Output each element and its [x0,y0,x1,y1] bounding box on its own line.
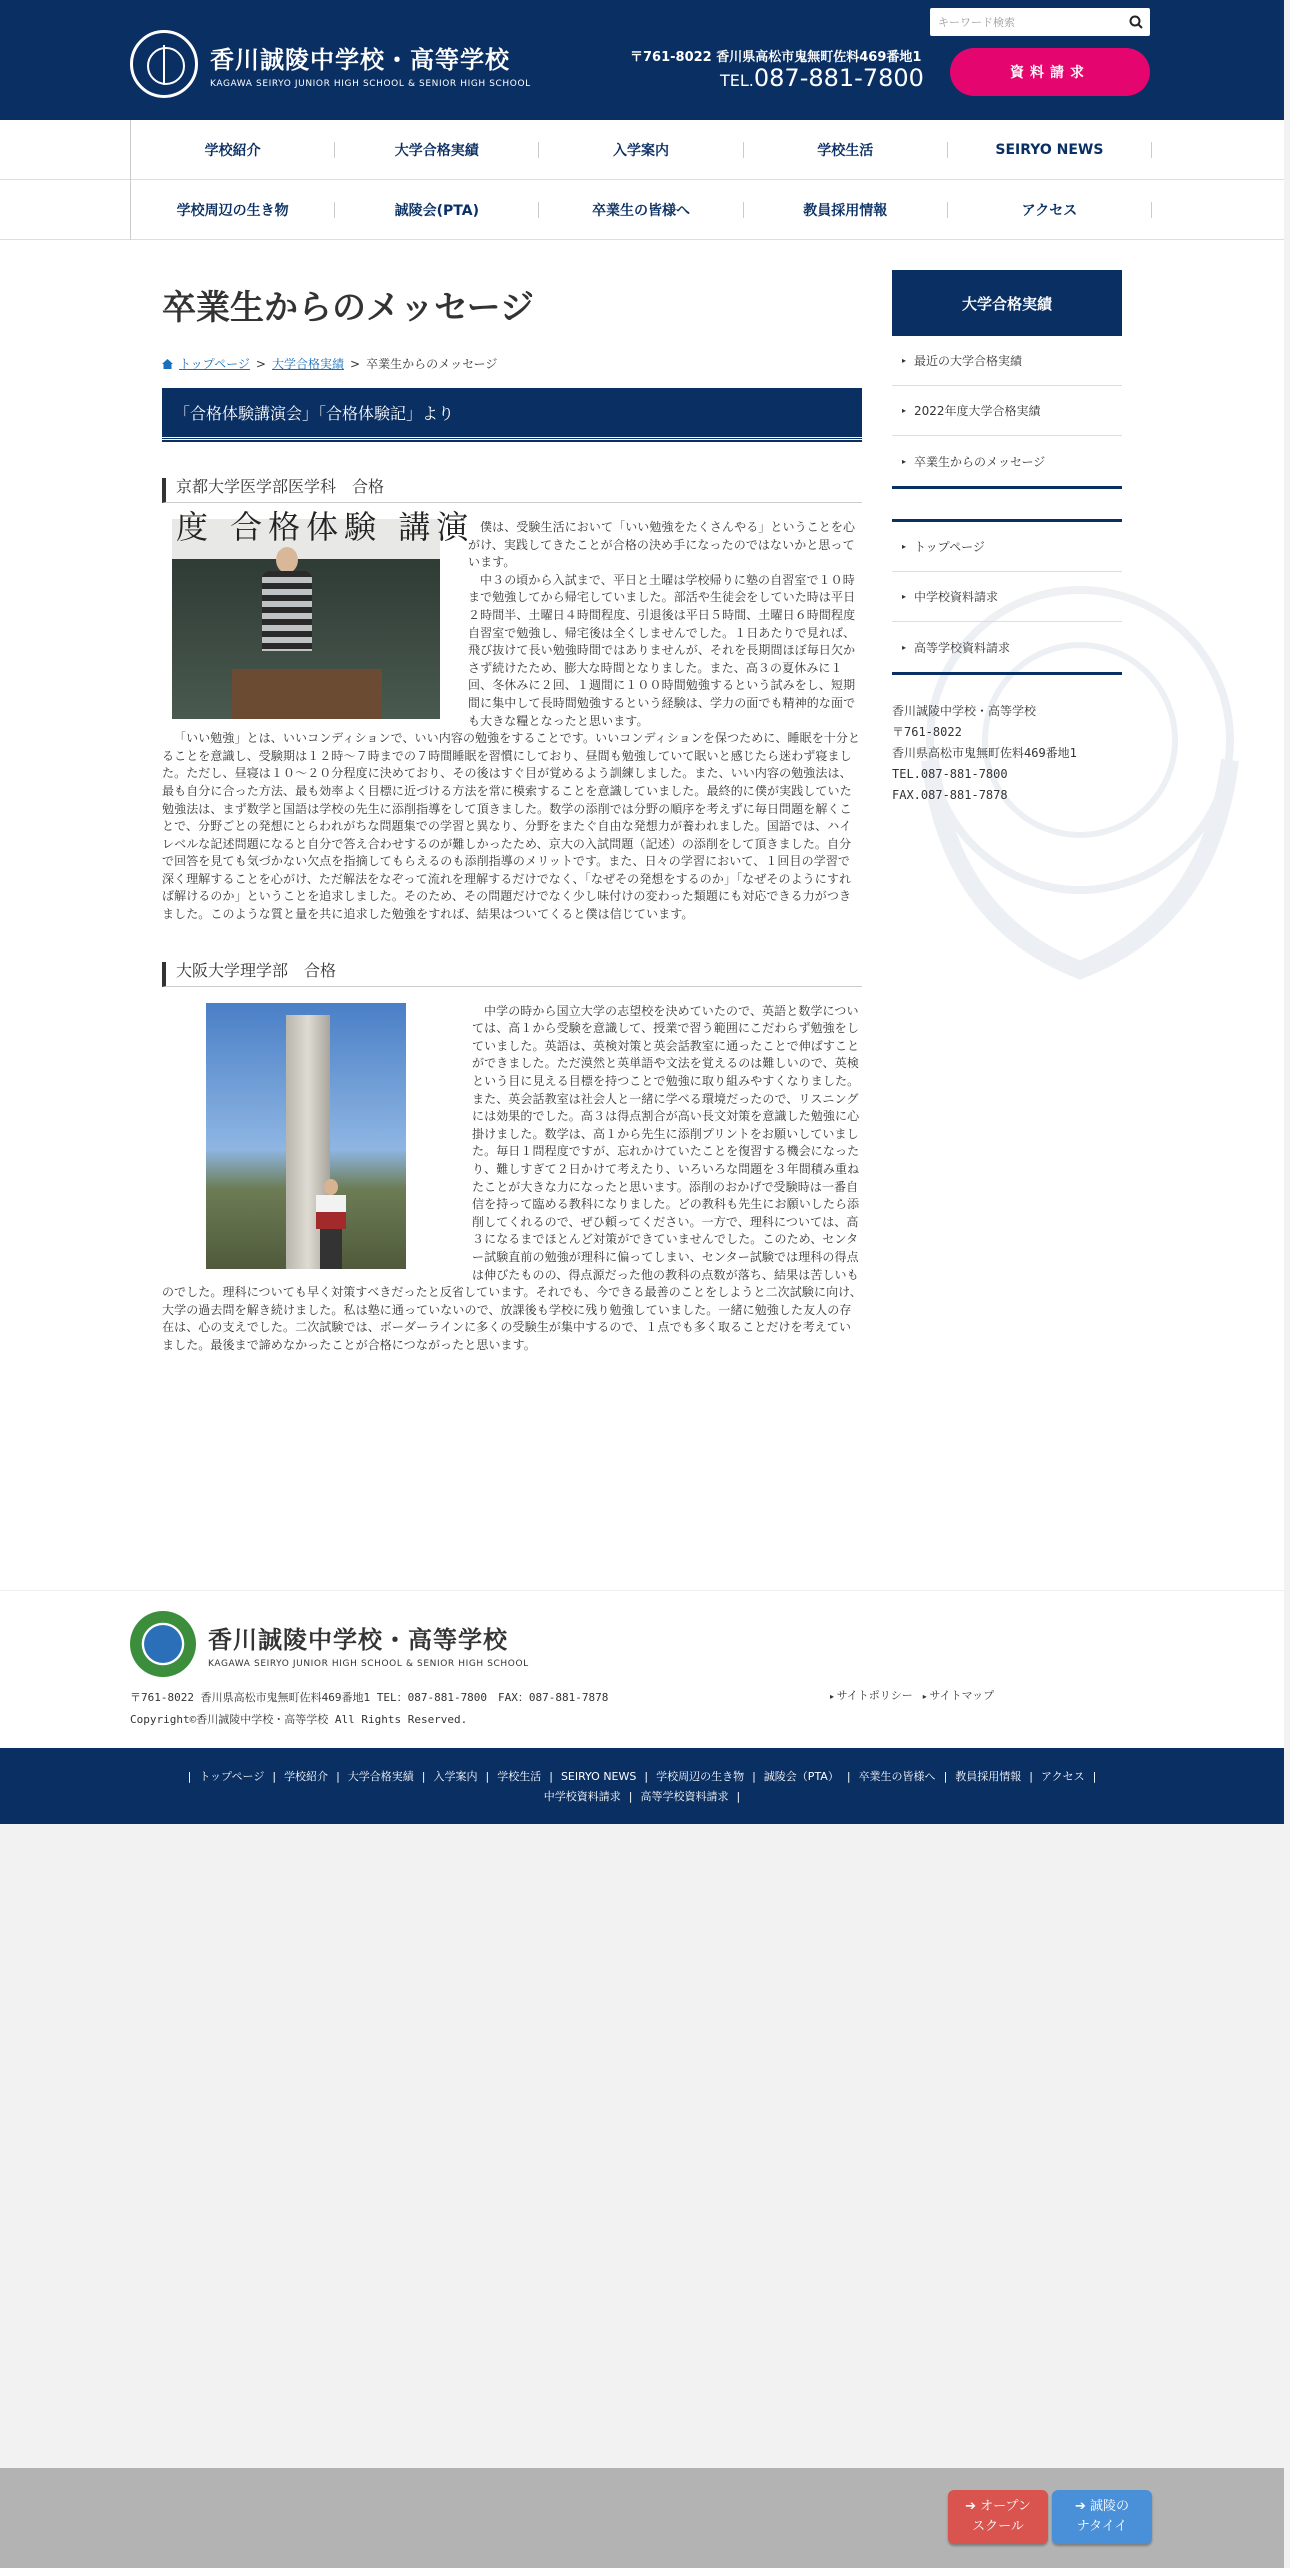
footer-link-sitemap[interactable]: ▸ サイトマップ [923,1687,994,1703]
address-line: 香川県高松市鬼無町佐料469番地1 [892,746,1077,760]
address-line: TEL.087-881-7800 [892,767,1008,781]
footer-nav-item[interactable]: 大学合格実績 [347,1770,414,1783]
main-content [162,280,862,1355]
nav-item-wildlife[interactable]: 学校周辺の生き物 [131,202,335,218]
arrow-circle-icon: ➔ [1074,2499,1090,2514]
site-footer [0,1590,1284,1748]
sidebar-address [892,701,1122,806]
footer-nav-item[interactable]: 誠陵会（PTA） [763,1770,839,1783]
sidebar [892,270,1122,806]
sub-nav [0,180,1284,240]
nav-item-pta[interactable]: 誠陵会(PTA) [335,202,539,218]
nav-item-alumni[interactable]: 卒業生の皆様へ [539,202,743,218]
article-osaka [162,1003,862,1355]
sidebar-heading: 大学合格実績 [892,270,1122,336]
site-header [0,0,1284,120]
section-heading: 「合格体験講演会」「合格体験記」より [162,388,862,440]
search-icon[interactable] [1122,8,1150,36]
breadcrumb [162,355,862,372]
photo-board-text: 度 合格体験 講演 [172,519,440,559]
school-name: 香川誠陵中学校・高等学校 [210,45,510,74]
footer-nav-item[interactable]: 中学校資料請求 [543,1790,621,1803]
article-paragraph: 僕は、受験生活において「いい勉強をたくさんやる」ということを心がけ、実践してきたことが合格の決め手になったのではないかと思っています。 [468,520,856,570]
footer-nav-row: | トップページ | 学校紹介 | 大学合格実績 | 入学案内 | 学校生活 | SEIRYO NEWS | 学校周辺の生き物 | 誠陵会（PTA） | 卒業生の皆様へ | 教員採用情報 | アクセス | [187,1770,1097,1783]
sidebar-menu [892,336,1122,489]
sidebar-link-top[interactable]: ▸ トップページ [892,522,1122,572]
nav-item-results[interactable]: 大学合格実績 [335,142,539,158]
fab-label: ナタイイ [1076,2519,1128,2534]
site-logo[interactable] [130,30,531,98]
footer-school-name: 香川誠陵中学校・高等学校 [208,1625,508,1654]
article-kyoto [162,508,862,924]
school-emblem-icon [130,1611,196,1677]
footer-nav-item[interactable]: 卒業生の皆様へ [858,1770,936,1783]
footer-nav-item[interactable]: 学校紹介 [284,1770,329,1783]
footer-logo[interactable] [130,1611,529,1677]
sidebar-link-junior-request[interactable]: ▸ 中学校資料請求 [892,572,1122,622]
sidebar-item-recent-results[interactable]: ▸ 最近の大学合格実績 [892,336,1122,386]
breadcrumb-current: 卒業生からのメッセージ [366,357,498,371]
sidebar-item-2022-results[interactable]: ▸ 2022年度大学合格実績 [892,386,1122,436]
naty-button[interactable] [1052,2490,1152,2544]
nav-item-about[interactable]: 学校紹介 [131,142,335,158]
footer-school-name-en: KAGAWA SEIRYO JUNIOR HIGH SCHOOL & SENIOR HIGH SCHOOL [208,1658,529,1669]
fab-label: 誠陵の [1090,2499,1130,2514]
article-paragraph: 中学の時から国立大学の志望校を決めていたので、英語と数学については、高１から受験を意識して、授業で習う範囲にこだわらず勉強をしていました。英語は、英検対策と英会話教室に通ったことで伸ばすことができました。ただ漠然と英単語や文法を覚えるのは難しいので、英検という目に見える目標を持つことで勉強に取り組みやすくなりました。また、英会話教室は社会人と一緒に学べる環境だったので、リスニングには効果的でした。高３は得点割合が高い長文対策を意識した勉強に心掛けました。数学は、高１から先生に添削プリントをお願いしていました。毎日１問程度ですが、忘れかけていたことを復習する機会になったり、難しすぎて２日かけて考えたり、いろいろな問題を３年間積み重ねたことが大きな力になったと思います。添削のおかげで受験時は一番自信を持って臨める教科になりました。どの教科も先生にお願いしたら添削してくれるので、ぜひ頼ってください。一方で、理科については、高３になるまでほとんど対策ができていませんでした。このため、センター試験直前の勉強が理科に偏ってしまい、センター試験では理科の得点は伸びたものの、得点源だった他の教科の点数が落ち、結果は苦しいものでした。理科についても早く対策すべきだったと反省しています。それでも、今できる最善のことをしようと二次試験に向け、大学の過去問を解き続けました。私は塾に通っていないので、放課後も学校に残り勉強していました。一緒に勉強した友人の存在は、心の支えでした。二次試験では、ボーダーラインに多くの受験生が集中するので、１点でも多く取ることだけを考えていました。最後まで諦めなかったことが合格につながったと思います。 [162,1003,862,1352]
address-line: FAX.087-881-7878 [892,788,1008,802]
search-input[interactable]: キーワード検索 [938,16,1015,29]
nav-item-access[interactable]: アクセス [948,202,1152,218]
tel-prefix: TEL. [720,71,754,90]
footer-nav-item[interactable]: 高等学校資料請求 [640,1790,729,1803]
fab-label: オープン [980,2499,1031,2514]
footer-link-policy[interactable]: ▸ サイトポリシー [830,1687,913,1703]
footer-nav-row: 中学校資料請求 | 高等学校資料請求 | [0,1788,1284,1804]
sidebar-link-senior-request[interactable]: ▸ 高等学校資料請求 [892,622,1122,672]
main-nav [0,120,1284,180]
footer-nav-item[interactable]: 学校生活 [497,1770,542,1783]
sidebar-item-messages[interactable]: ▸ 卒業生からのメッセージ [892,436,1122,486]
footer-address: 〒761-8022 香川県高松市鬼無町佐料469番地1 TEL：087-881-7800 FAX：087-881-7878 [130,1691,609,1704]
footer-nav-item[interactable]: アクセス [1041,1770,1085,1783]
page-title: 卒業生からのメッセージ [162,288,534,328]
breadcrumb-home[interactable]: トップページ [179,357,250,371]
school-emblem-icon [130,30,198,98]
nav-item-admission[interactable]: 入学案内 [539,142,743,158]
footer-nav-item[interactable]: 教員採用情報 [955,1770,1022,1783]
tel-number: 087-881-7800 [753,64,924,92]
breadcrumb-separator: > [255,356,266,371]
article-paragraph: 「いい勉強」とは、いいコンディションで、いい内容の勉強をすることです。いいコンディションを保つために、睡眠を十分とることを意識し、受験期は１２時～７時までの７時間睡眠を習慣にしており、昼間も勉強していて眠いと感じたら迷わず寝ました。ただし、昼寝は１０～２０分程度に決めており、その後はすぐ目が覚めるよう訓練しました。また、いい内容の勉強法は、最も自分に合った方法、最も効率よく目標に近づける方法を常に模索することを意識していました。最終的に僕が実践していた勉強法は、まず数学と国語は学校の先生に添削指導をして頂きました。数学の添削では分野の順序を考えずに毎日問題を解くことで、分野ごとの発想にとらわれがちな問題集での学習と異なり、分野をまたぐ自由な発想力が養われました。国語では、ハイレベルな記述問題になると自分で答え合わせするのが難しかったため、京大の入試問題（記述）の添削をして頂きました。自分で回答を見ても気づかない欠点を指摘してもらえるのも添削指導のメリットです。また、日々の学習において、１回目の学習で深く理解することを心がけ、ただ解法をなぞって流れを理解するだけでなく、「なぜその発想をするのか」「なぜそのようにすれば解けるのか」ということを追求しました。そのため、その問題だけでなく少し味付けの変わった類題にも対応できる力がつきました。このような質と量を共に追求した勉強をすれば、結果はついてくると僕は信じています。 [162,731,861,922]
school-name-en: KAGAWA SEIRYO JUNIOR HIGH SCHOOL & SENIOR HIGH SCHOOL [210,78,531,89]
article-heading-osaka: 大阪大学理学部 合格 [162,962,862,987]
address-line: 〒761-8022 [892,725,962,739]
breadcrumb-separator: > [350,356,361,371]
open-school-button[interactable] [948,2490,1048,2544]
sidebar-links [892,519,1122,675]
footer-nav-item[interactable]: トップページ [199,1770,265,1783]
footer-nav [0,1748,1284,1824]
arrow-circle-icon: ➔ [965,2499,981,2514]
home-icon [162,359,173,369]
footer-copyright: Copyright©香川誠陵中学校・高等学校 All Rights Reserved. [130,1713,468,1726]
address-line: 香川誠陵中学校・高等学校 [892,704,1037,718]
nav-item-school-life[interactable]: 学校生活 [744,142,948,158]
footer-links [830,1687,994,1703]
article-paragraph: 中３の頃から入試まで、平日と土曜は学校帰りに塾の自習室で１０時まで勉強してから帰宅していました。部活や生徒会をしていた時は平日２時間半、土曜日４時間程度、引退後は平日５時間、土曜日６時間程度自習室で勉強し、帰宅後は全くしませんでした。１日あたりで見れば、飛び抜けて長い勉強時間ではありませんが、それを長期間ほぼ毎日欠かさず続けたため、膨大な時間となりました。また、高３の夏休みに１回、冬休みに２回、１週間に１００時間勉強するという試みをし、短期間に集中して長時間勉強するという経験は、学力の面でも精神的な面でも大きな糧となったと思います。 [468,572,856,728]
search-box[interactable] [930,8,1150,36]
breadcrumb-results[interactable]: 大学合格実績 [271,357,344,371]
footer-nav-item[interactable]: SEIRYO NEWS [560,1770,637,1783]
fab-label: スクール [972,2519,1024,2534]
nav-item-recruit[interactable]: 教員採用情報 [744,202,948,218]
student-monument-photo [206,1003,406,1269]
footer-nav-item[interactable]: 入学案内 [433,1770,478,1783]
article-heading-kyoto: 京都大学医学部医学科 合格 [162,478,862,503]
nav-item-news[interactable]: SEIRYO NEWS [948,142,1152,158]
header-tel [720,64,924,92]
student-lecture-photo [172,508,475,719]
footer-nav-item[interactable]: 学校周辺の生き物 [656,1770,745,1783]
request-materials-button[interactable]: 資料請求 [950,48,1150,96]
header-address: 〒761-8022 香川県高松市鬼無町佐料469番地1 [630,50,922,65]
